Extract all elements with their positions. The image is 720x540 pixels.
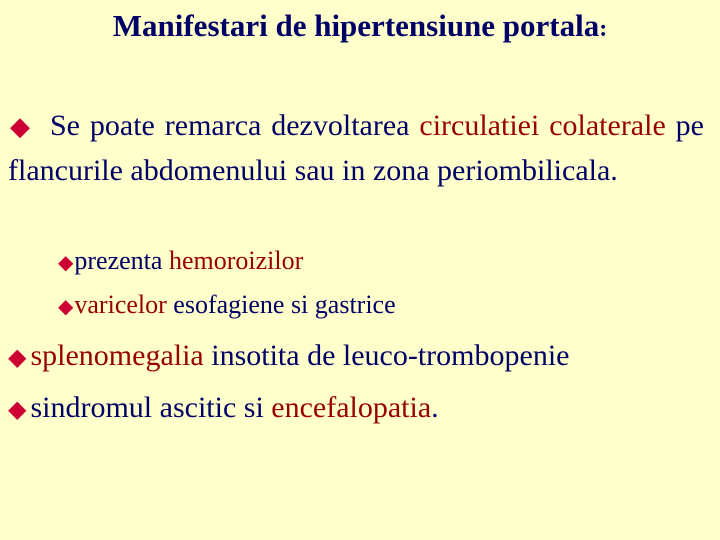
item-highlight: splenomegalia (30, 339, 204, 372)
item-highlight: circulatiei colaterale (419, 109, 666, 142)
item-text: insotita de leuco-trombopenie (203, 339, 570, 372)
item-text: . (431, 391, 439, 424)
sub-bullet-item-hemorrhoids (58, 246, 303, 278)
bullet-item-collateral-circulation (8, 104, 704, 193)
item-text: prezenta (74, 246, 169, 275)
item-text: sindromul ascitic si (30, 391, 272, 424)
diamond-bullet-icon: ◆ (8, 345, 27, 371)
item-text: Se poate remarca dezvoltarea (50, 109, 420, 142)
diamond-bullet-icon: ◆ (58, 296, 74, 318)
item-text: pe flancurile abdomenului sau in zona periombilicala. (8, 109, 704, 187)
item-highlight: hemoroizilor (168, 246, 304, 275)
diamond-bullet-icon: ◆ (58, 252, 74, 274)
item-highlight: varicelor (74, 290, 167, 319)
slide-title (0, 8, 720, 47)
item-text: esofagiene si gastrice (166, 290, 396, 319)
item-highlight: encefalopatia (271, 391, 432, 424)
diamond-bullet-icon: ◆ (10, 112, 30, 141)
diamond-bullet-icon: ◆ (8, 397, 27, 423)
bullet-item-ascitic-syndrome (8, 390, 439, 428)
slide-title-text: Manifestari de hipertensiune portala (112, 8, 600, 43)
bullet-item-splenomegaly (8, 338, 569, 376)
slide-title-colon: : (599, 16, 608, 42)
sub-bullet-item-varices (58, 290, 396, 322)
